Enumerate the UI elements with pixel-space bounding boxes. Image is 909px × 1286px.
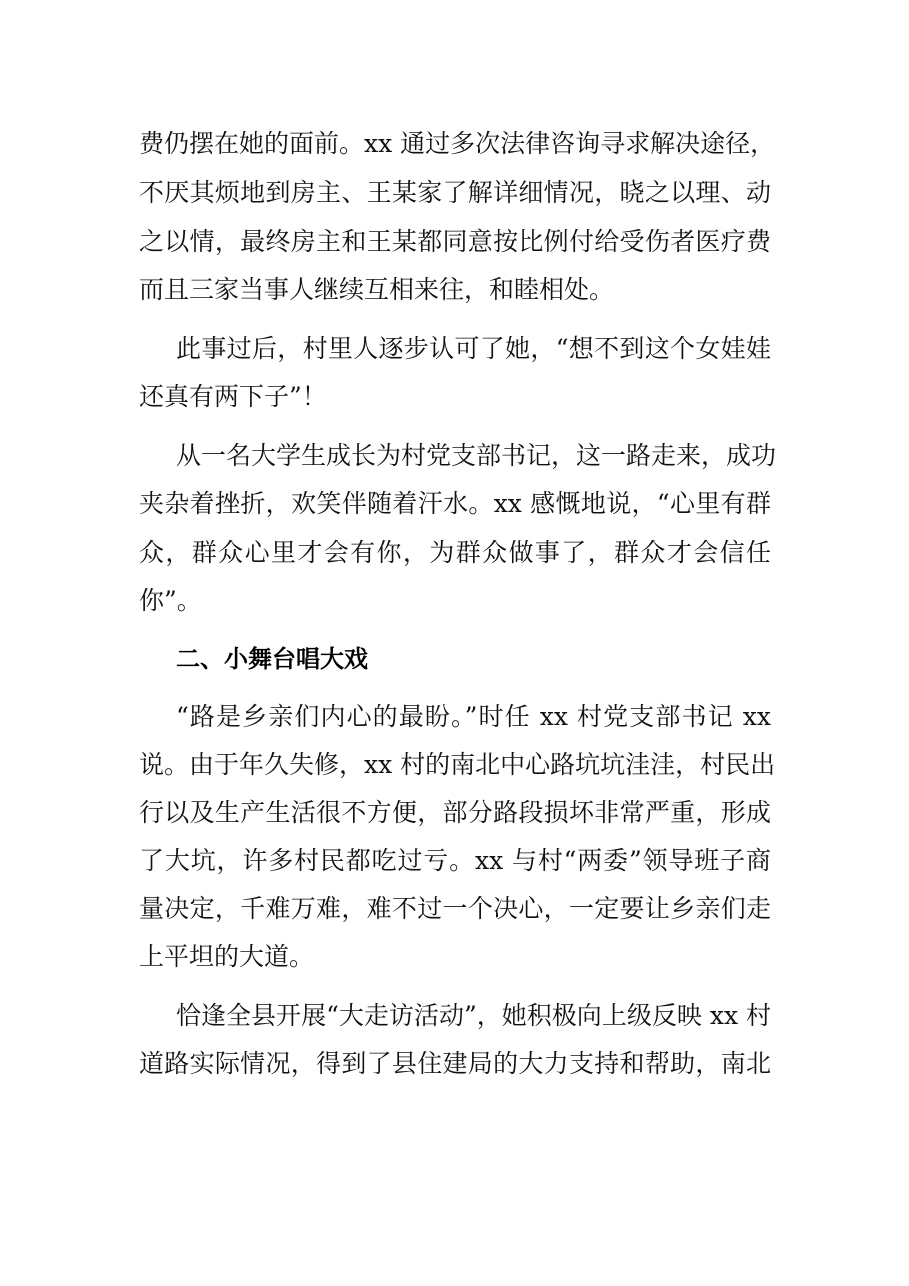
text-line: 从一名大学生成长为村党支部书记，这一路走来，成功 xyxy=(176,441,777,470)
text-line: 上平坦的大道。 xyxy=(139,942,315,971)
text-line: 行以及生产生活很不方便，部分路段损坏非常严重，形成 xyxy=(139,798,771,827)
text-line: 道路实际情况，得到了县住建局的大力支持和帮助，南北 xyxy=(139,1049,771,1078)
section-heading: 二、小舞台唱大戏 xyxy=(176,645,368,673)
text-line: 而且三家当事人继续互相来往，和睦相处。 xyxy=(139,275,615,304)
text-line: 了大坑，许多村民都吃过亏。xx 与村“两委”领导班子商 xyxy=(139,846,771,875)
text-line: 夹杂着挫折，欢笑伴随着汗水。xx 感慨地说，“心里有群 xyxy=(139,489,771,518)
text-line: 还真有两下子”！ xyxy=(139,382,327,411)
text-line: 你”。 xyxy=(139,586,202,615)
text-line: 之以情，最终房主和王某都同意按比例付给受伤者医疗费 xyxy=(139,227,771,256)
text-line: 恰逢全县开展“大走访活动”，她积极向上级反映 xx 村 xyxy=(176,1001,771,1030)
text-line: 量决定，千难万难，难不过一个决心，一定要让乡亲们走 xyxy=(139,894,771,923)
text-line: 费仍摆在她的面前。xx 通过多次法律咨询寻求解决途径， xyxy=(139,129,776,158)
text-line: “路是乡亲们内心的最盼。”时任 xx 村党支部书记 xx xyxy=(176,702,771,731)
text-line: 说。由于年久失修，xx 村的南北中心路坑坑洼洼，村民出 xyxy=(139,750,776,779)
text-line: 众，群众心里才会有你，为群众做事了，群众才会信任 xyxy=(139,538,771,567)
text-line: 不厌其烦地到房主、王某家了解详细情况，晓之以理、动 xyxy=(139,178,771,207)
text-line: 此事过后，村里人逐步认可了她，“想不到这个女娃娃 xyxy=(176,334,771,363)
